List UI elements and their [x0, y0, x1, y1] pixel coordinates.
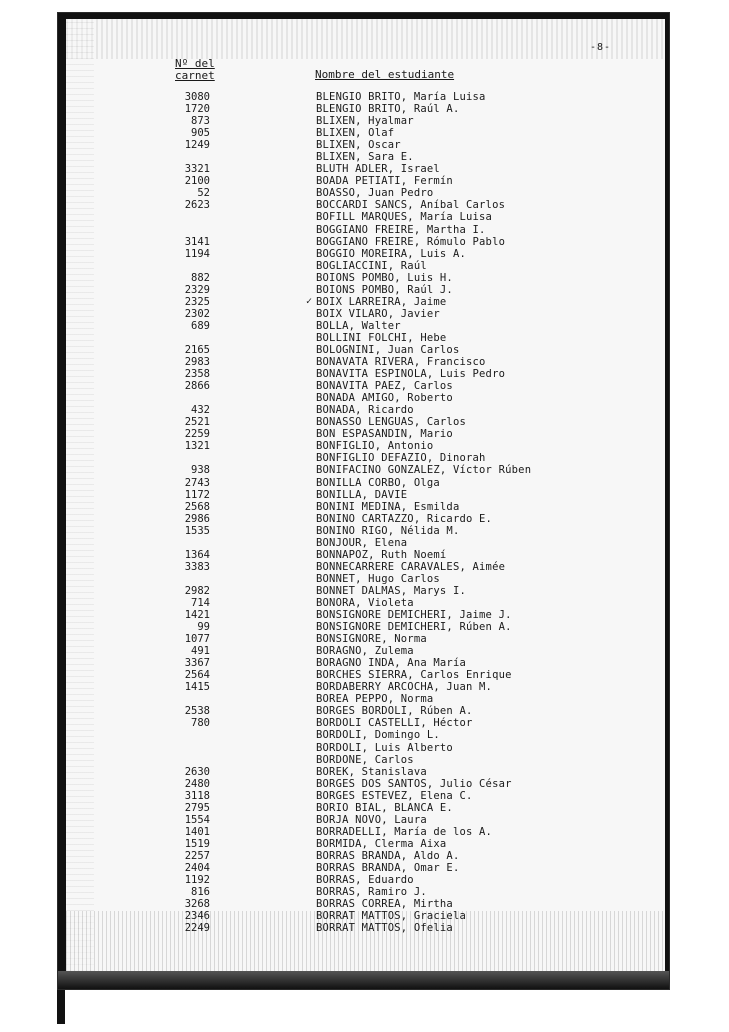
- list-item: [0, 380, 729, 392]
- list-item: [0, 802, 729, 814]
- list-item: [0, 248, 729, 260]
- list-item: [0, 284, 729, 296]
- list-item: [0, 862, 729, 874]
- list-item: [0, 356, 729, 368]
- student-name: BLIXEN, Olaf: [316, 127, 395, 140]
- carnet-number: 1364: [184, 548, 210, 561]
- carnet-number: 1194: [184, 247, 210, 260]
- carnet-number: 2866: [184, 380, 210, 393]
- student-name: BORRAT MATTOS, Ofelia: [316, 922, 453, 935]
- student-name: BORDOLI, Luis Alberto: [316, 741, 453, 754]
- list-item: [0, 440, 729, 452]
- list-item: [0, 778, 729, 790]
- carnet-number: 1172: [184, 488, 210, 501]
- carnet-number: 2630: [184, 765, 210, 778]
- list-item: [0, 561, 729, 573]
- list-item: [0, 452, 729, 464]
- student-name: BOIONS POMBO, Raúl J.: [316, 283, 453, 296]
- list-item: [0, 609, 729, 621]
- student-name: BONINI MEDINA, Esmilda: [316, 500, 460, 513]
- column-header-name: Nombre del estudiante: [315, 68, 455, 81]
- scan-edge-bottom: [58, 971, 669, 989]
- student-name: BOFILL MARQUES, María Luisa: [316, 211, 493, 224]
- column-header-number-line1: Nº del: [175, 57, 215, 70]
- student-name: BLIXEN, Hyalmar: [316, 115, 414, 128]
- student-name: BLENGIO BRITO, María Luisa: [316, 91, 486, 103]
- student-name: BOCCARDI SANCS, Aníbal Carlos: [316, 199, 506, 212]
- carnet-number: 3118: [184, 789, 210, 802]
- list-item: [0, 332, 729, 344]
- list-item: [0, 368, 729, 380]
- student-name: BORRAT MATTOS, Graciela: [316, 910, 466, 923]
- student-name: BONSIGNORE, Norma: [316, 633, 427, 646]
- list-item: [0, 681, 729, 693]
- list-item: [0, 597, 729, 609]
- student-name: BONINO RIGO, Nélida M.: [316, 524, 460, 537]
- student-name: BOIX LARREIRA, Jaime: [316, 295, 447, 308]
- list-item: [0, 489, 729, 501]
- list-item: [0, 838, 729, 850]
- student-name: BOGGIO MOREIRA, Luis A.: [316, 247, 466, 260]
- carnet-number: 52: [197, 187, 210, 200]
- list-item: [0, 850, 729, 862]
- carnet-number: 3141: [184, 235, 210, 248]
- student-name: BONIFACINO GONZALEZ, Víctor Rúben: [316, 464, 532, 477]
- carnet-number: 2743: [184, 476, 210, 489]
- student-name: BORDOLI CASTELLI, Héctor: [316, 717, 473, 730]
- list-item: [0, 224, 729, 236]
- list-item: [0, 139, 729, 151]
- carnet-number: 1401: [184, 825, 210, 838]
- carnet-number: 905: [191, 127, 210, 140]
- carnet-number: 1535: [184, 524, 210, 537]
- student-name: BORDOLI, Domingo L.: [316, 729, 440, 742]
- student-name: BLIXEN, Sara E.: [316, 151, 414, 164]
- carnet-number: 2100: [184, 175, 210, 188]
- student-name: BONADA AMIGO, Roberto: [316, 392, 453, 405]
- list-item: [0, 886, 729, 898]
- student-name: BORGES BORDOLI, Rúben A.: [316, 705, 473, 718]
- list-item: [0, 296, 729, 308]
- student-name: BLUTH ADLER, Israel: [316, 163, 440, 176]
- list-item: [0, 549, 729, 561]
- student-name: BONJOUR, Elena: [316, 536, 408, 549]
- carnet-number: 2568: [184, 500, 210, 513]
- list-item: [0, 922, 729, 934]
- student-name: BONSIGNORE DEMICHERI, Rúben A.: [316, 621, 512, 634]
- student-name: BONNET, Hugo Carlos: [316, 572, 440, 585]
- carnet-number: 873: [191, 115, 210, 128]
- carnet-number: 1192: [184, 874, 210, 887]
- student-name: BORRAS BRANDA, Aldo A.: [316, 849, 460, 862]
- student-name: BOGGIANO FREIRE, Rómulo Pablo: [316, 235, 506, 248]
- list-item: [0, 404, 729, 416]
- carnet-number: 2249: [184, 922, 210, 935]
- student-name: BONAVITA ESPINOLA, Luis Pedro: [316, 368, 506, 381]
- carnet-number: 1415: [184, 681, 210, 694]
- student-name: BLENGIO BRITO, Raúl A.: [316, 103, 460, 116]
- list-item: [0, 501, 729, 513]
- carnet-number: 2404: [184, 862, 210, 874]
- student-name: BORAGNO, Zulema: [316, 645, 414, 658]
- carnet-number: 2521: [184, 416, 210, 429]
- student-name: BORRAS BRANDA, Omar E.: [316, 862, 460, 874]
- carnet-number: 1249: [184, 139, 210, 152]
- carnet-number: 2983: [184, 356, 210, 369]
- carnet-number: 2302: [184, 307, 210, 320]
- list-item: [0, 693, 729, 705]
- carnet-number: 1720: [184, 103, 210, 116]
- list-item: [0, 742, 729, 754]
- list-item: [0, 260, 729, 272]
- student-name: BORRAS, Ramiro J.: [316, 886, 427, 899]
- list-item: [0, 344, 729, 356]
- list-item: [0, 669, 729, 681]
- list-item: [0, 898, 729, 910]
- carnet-number: 3268: [184, 898, 210, 911]
- student-name: BONNECARRERE CARAVALES, Aimée: [316, 560, 506, 573]
- student-name: BOADA PETIATI, Fermín: [316, 175, 453, 188]
- list-item: [0, 127, 729, 139]
- carnet-number: 3321: [184, 163, 210, 176]
- carnet-number: 780: [191, 717, 210, 730]
- carnet-number: 1077: [184, 633, 210, 646]
- student-name: BONORA, Violeta: [316, 596, 414, 609]
- list-item: [0, 308, 729, 320]
- list-item: [0, 633, 729, 645]
- carnet-number: 1554: [184, 813, 210, 826]
- student-name: BONAVITA PAEZ, Carlos: [316, 380, 453, 393]
- student-name: BLIXEN, Oscar: [316, 139, 401, 152]
- student-name: BOASSO, Juan Pedro: [316, 187, 434, 200]
- student-name: BOGGIANO FREIRE, Martha I.: [316, 223, 486, 236]
- list-item: [0, 621, 729, 633]
- list-item: [0, 513, 729, 525]
- scan-noise-top: [66, 19, 665, 59]
- list-item: [0, 199, 729, 211]
- list-item: [0, 657, 729, 669]
- student-name: BORGES ESTEVEZ, Elena C.: [316, 789, 473, 802]
- carnet-number: 2325: [184, 295, 210, 308]
- carnet-number: 3367: [184, 657, 210, 670]
- carnet-number: 689: [191, 319, 210, 332]
- list-item: [0, 910, 729, 922]
- student-name: BOGLIACCINI, Raúl: [316, 259, 427, 272]
- carnet-number: 491: [191, 645, 210, 658]
- list-item: [0, 428, 729, 440]
- student-name: BORRAS CORREA, Mirtha: [316, 898, 453, 911]
- list-item: [0, 525, 729, 537]
- student-name: BORRAS, Eduardo: [316, 874, 414, 887]
- scan-edge-strip: [57, 990, 65, 1024]
- student-name: BORCHES SIERRA, Carlos Enrique: [316, 669, 512, 682]
- student-name: BONFIGLIO DEFAZIO, Dinorah: [316, 452, 486, 465]
- list-item: [0, 717, 729, 729]
- student-name: BONILLA CORBO, Olga: [316, 476, 440, 489]
- list-item: [0, 392, 729, 404]
- carnet-number: 1321: [184, 440, 210, 453]
- list-item: [0, 163, 729, 175]
- list-item: [0, 754, 729, 766]
- carnet-number: 938: [191, 464, 210, 477]
- list-item: [0, 874, 729, 886]
- list-item: [0, 826, 729, 838]
- student-name: BORRADELLI, María de los A.: [316, 825, 493, 838]
- student-name: BOIX VILARO, Javier: [316, 307, 440, 320]
- student-name: BOLLA, Walter: [316, 319, 401, 332]
- student-name: BORDABERRY ARCOCHA, Juan M.: [316, 681, 493, 694]
- list-item: [0, 705, 729, 717]
- list-item: [0, 477, 729, 489]
- student-name: BONNAPOZ, Ruth Noemí: [316, 548, 447, 561]
- student-list: [0, 91, 729, 934]
- student-name: BONNET DALMAS, Marys I.: [316, 584, 466, 597]
- list-item: [0, 211, 729, 223]
- list-item: [0, 91, 729, 103]
- column-header-number-line2: carnet: [175, 69, 215, 82]
- page-number: -8-: [590, 42, 612, 53]
- student-name: BONFIGLIO, Antonio: [316, 440, 434, 453]
- list-item: [0, 416, 729, 428]
- student-name: BONINO CARTAZZO, Ricardo E.: [316, 512, 493, 525]
- carnet-number: 1421: [184, 609, 210, 622]
- carnet-number: 2259: [184, 428, 210, 441]
- carnet-number: 714: [191, 596, 210, 609]
- list-item: [0, 790, 729, 802]
- carnet-number: 2564: [184, 669, 210, 682]
- list-item: [0, 151, 729, 163]
- carnet-number: 2986: [184, 512, 210, 525]
- carnet-number: 882: [191, 271, 210, 284]
- student-name: BON ESPASANDIN, Mario: [316, 428, 453, 441]
- student-name: BOREA PEPPO, Norma: [316, 693, 434, 706]
- carnet-number: 2480: [184, 777, 210, 790]
- list-item: [0, 320, 729, 332]
- list-item: [0, 766, 729, 778]
- student-name: BORAGNO INDA, Ana María: [316, 657, 466, 670]
- carnet-number: 2257: [184, 849, 210, 862]
- carnet-number: 2623: [184, 199, 210, 212]
- list-item: [0, 729, 729, 741]
- student-name: BORJA NOVO, Laura: [316, 813, 427, 826]
- student-name: BONAVATA RIVERA, Francisco: [316, 356, 486, 369]
- student-name: BONADA, Ricardo: [316, 404, 414, 417]
- carnet-number: 2538: [184, 705, 210, 718]
- student-name: BONILLA, DAVIE: [316, 488, 408, 501]
- list-item: [0, 103, 729, 115]
- list-item: [0, 464, 729, 476]
- carnet-number: 2982: [184, 584, 210, 597]
- list-item: [0, 175, 729, 187]
- student-name: BOREK, Stanislava: [316, 765, 427, 778]
- student-name: BOLOGNINI, Juan Carlos: [316, 343, 460, 356]
- student-name: BORGES DOS SANTOS, Julio César: [316, 777, 512, 790]
- carnet-number: 2358: [184, 368, 210, 381]
- student-name: BORDONE, Carlos: [316, 753, 414, 766]
- carnet-number: 2329: [184, 283, 210, 296]
- list-item: [0, 236, 729, 248]
- column-header-number: [175, 58, 215, 82]
- carnet-number: 99: [197, 621, 210, 634]
- student-name: BORMIDA, Clerma Aixa: [316, 837, 447, 850]
- carnet-number: 2165: [184, 343, 210, 356]
- list-item: [0, 187, 729, 199]
- list-item: [0, 272, 729, 284]
- carnet-number: 2346: [184, 910, 210, 923]
- check-mark: ✓: [306, 295, 313, 307]
- carnet-number: 2795: [184, 801, 210, 814]
- student-name: BOIONS POMBO, Luis H.: [316, 271, 453, 284]
- carnet-number: 3080: [184, 91, 210, 103]
- list-item: [0, 814, 729, 826]
- carnet-number: 816: [191, 886, 210, 899]
- list-item: [0, 537, 729, 549]
- carnet-number: 432: [191, 404, 210, 417]
- student-name: BONASSO LENGUAS, Carlos: [316, 416, 466, 429]
- carnet-number: 3383: [184, 560, 210, 573]
- list-item: [0, 585, 729, 597]
- student-name: BONSIGNORE DEMICHERI, Jaime J.: [316, 609, 512, 622]
- list-item: [0, 645, 729, 657]
- student-name: BORIO BIAL, BLANCA E.: [316, 801, 453, 814]
- list-item: [0, 573, 729, 585]
- student-name: BOLLINI FOLCHI, Hebe: [316, 331, 447, 344]
- carnet-number: 1519: [184, 837, 210, 850]
- list-item: [0, 115, 729, 127]
